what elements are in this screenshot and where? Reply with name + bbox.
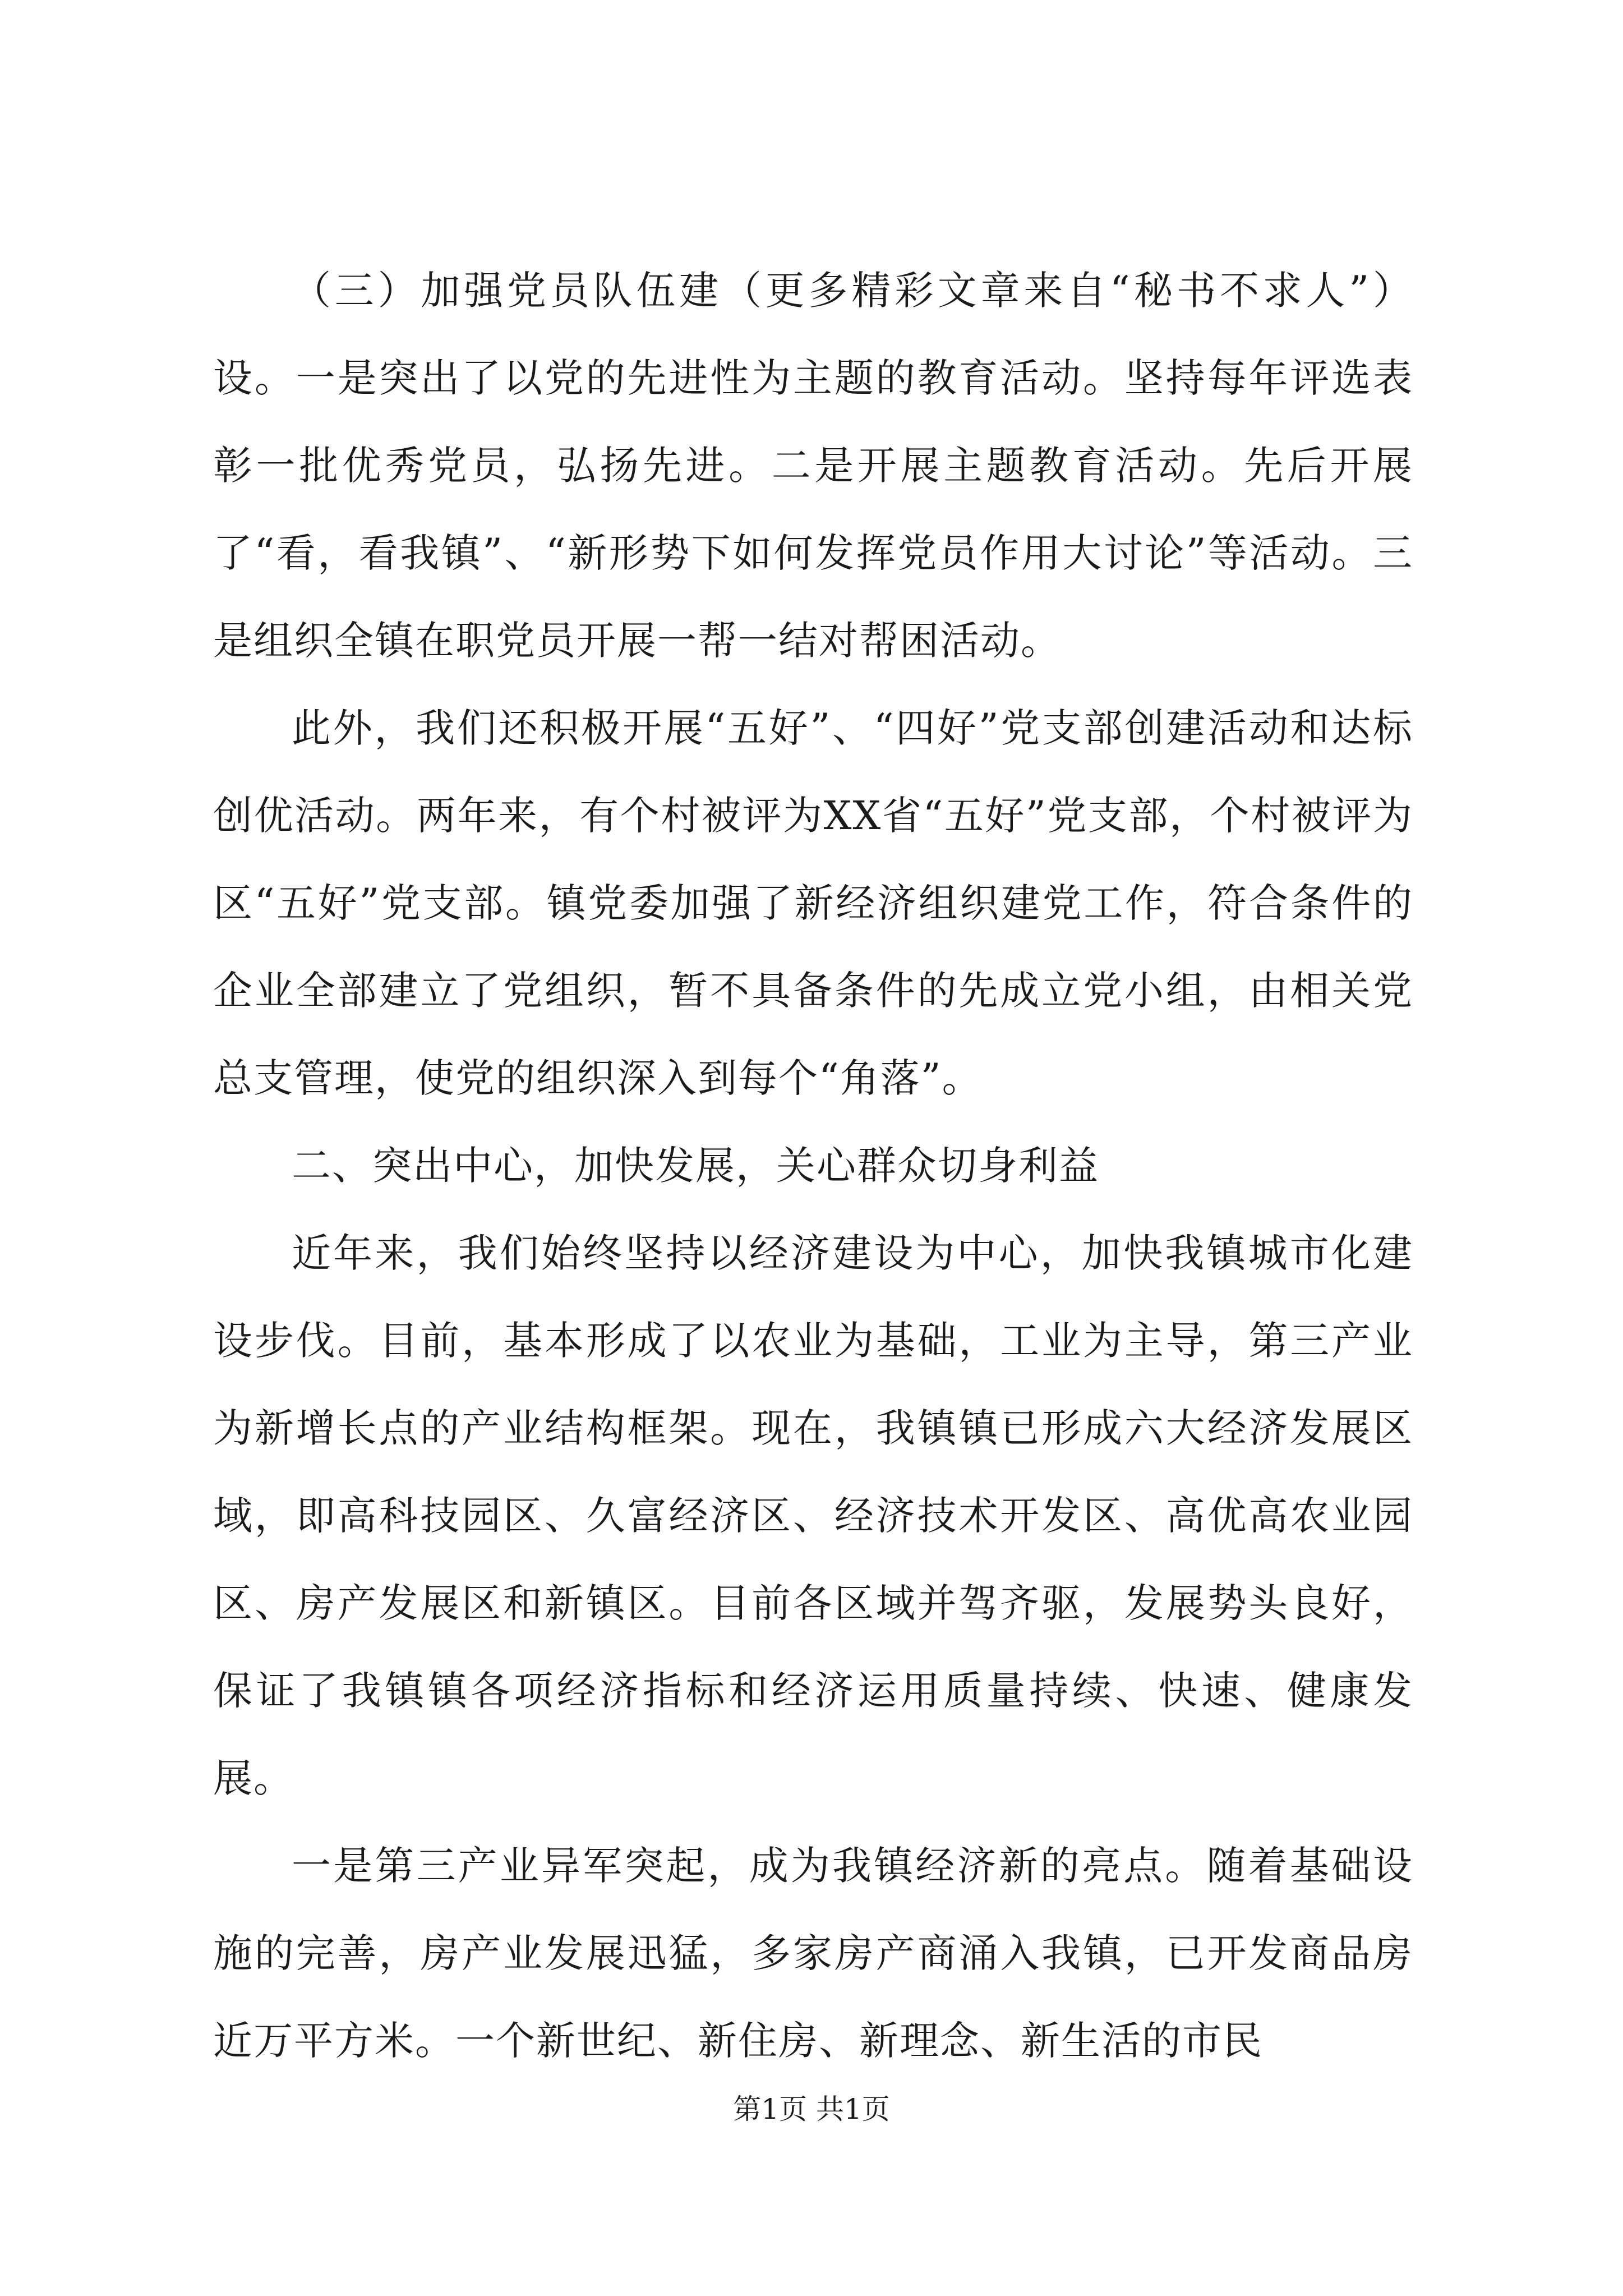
paragraph-economic-construction: 近年来，我们始终坚持以经济建设为中心，加快我镇城市化建设步伐。目前，基本形成了以农业为基础，工业为主导，第三产业为新增长点的产业结构框架。现在，我镇镇已形成六大经济发展区域，即高科技园区、久富经济区、经济技术开发区、高优高农业园区、房产发展区和新镇区。目前各区域并驾齐驱，发展势头良好，保证了我镇镇各项经济指标和经济运用质量持续、快速、健康发展。 [213,1230,1413,1801]
document-body [213,247,1413,2085]
page-number-footer: 第1页 共1页 [733,2093,890,2125]
paragraph-tertiary-industry: 一是第三产业异军突起，成为我镇经济新的亮点。随着基础设施的完善，房产业发展迅猛，多家房产商涌入我镇，已开发商品房近万平方米。一个新世纪、新住房、新理念、新生活的市民 [213,1843,1413,2064]
paragraph-party-branch-activities: 此外，我们还积极开展“五好”、“四好”党支部创建活动和达标创优活动。两年来，有个村被评为XX省“五好”党支部，个村被评为区“五好”党支部。镇党委加强了新经济组织建党工作，符合条件的企业全部建立了党组织，暂不具备条件的先成立党小组，由相关党总支管理，使党的组织深入到每个“角落”。 [213,705,1413,1101]
paragraph-party-team-building: （三）加强党员队伍建（更多精彩文章来自“秘书不求人”）设。一是突出了以党的先进性为主题的教育活动。坚持每年评选表彰一批优秀党员，弘扬先进。二是开展主题教育活动。先后开展了“看，看我镇”、“新形势下如何发挥党员作用大讨论”等活动。三是组织全镇在职党员开展一帮一结对帮困活动。 [213,268,1413,664]
section-heading-economic-development: 二、突出中心，加快发展，关心群众切身利益 [292,1143,1099,1189]
